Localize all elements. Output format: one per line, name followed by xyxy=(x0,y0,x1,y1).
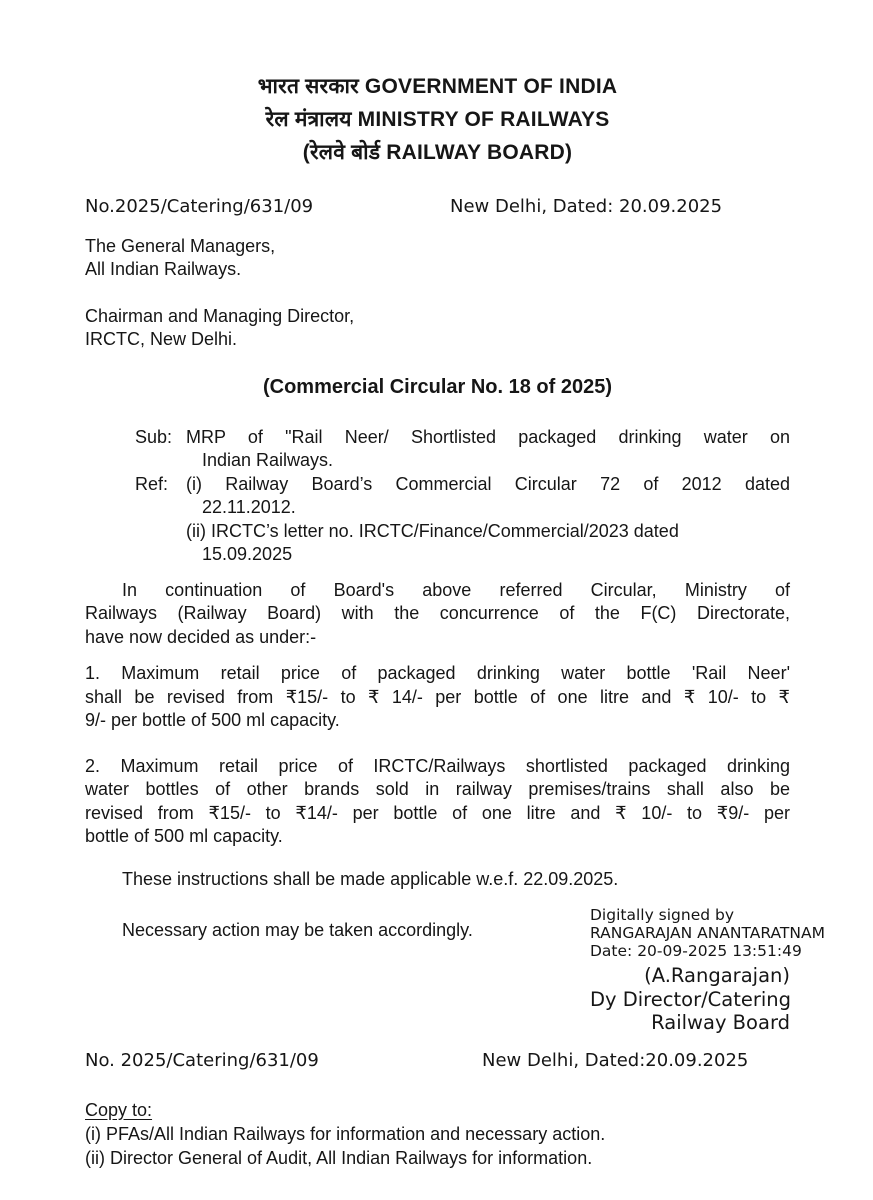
signatory-designation: Dy Director/Catering xyxy=(590,987,792,1011)
paragraph-line: 9/- per bottle of 500 ml capacity. xyxy=(85,710,340,730)
addressee-line: Chairman and Managing Director, xyxy=(85,305,355,326)
reference-line-top xyxy=(85,195,790,219)
copy-to-section xyxy=(85,1098,790,1170)
paragraph-line: These instructions shall be made applicable w.e.f. 22.09.2025. xyxy=(122,868,619,889)
reference-line-bottom xyxy=(85,1049,790,1073)
paragraph-line: Railways (Railway Board) with the concurrence of the F(C) Directorate, xyxy=(85,603,790,623)
reference-item-line: (ii) IRCTC’s letter no. IRCTC/Finance/Commercial/2023 dated xyxy=(186,520,679,541)
letterhead-line-government: भारत सरकार GOVERNMENT OF INDIA xyxy=(257,75,618,98)
subject-text-line: MRP of "Rail Neer/ Shortlisted packaged drinking water on xyxy=(186,426,790,447)
subject-text-line: Indian Railways. xyxy=(202,450,334,470)
paragraph-line: In continuation of Board's above referred Circular, Ministry of xyxy=(122,579,790,600)
copy-to-item: (i) PFAs/All Indian Railways for information and necessary action. xyxy=(85,1123,606,1144)
subject-reference-block xyxy=(85,426,790,567)
paragraph-line: have now decided as under:- xyxy=(85,626,317,647)
signature-block xyxy=(590,906,850,1035)
paragraph-2-other-brands-price xyxy=(85,755,790,849)
subject-label: Sub: xyxy=(135,426,173,447)
action-line: Necessary action may be taken accordingly. xyxy=(122,920,473,940)
circular-title: (Commercial Circular No. 18 of 2025) xyxy=(262,375,612,398)
paragraph-line: revised from ₹15/- to ₹14/- per bottle of one litre and ₹ 10/- to ₹9/- per xyxy=(85,802,790,823)
paragraph-line: 2. Maximum retail price of IRCTC/Railways shortlisted packaged drinking xyxy=(85,755,790,776)
letterhead-line-railway-board: (रेलवे बोर्ड RAILWAY BOARD) xyxy=(302,141,573,164)
place-date-top: New Delhi, Dated: 20.09.2025 xyxy=(450,196,723,217)
digital-signature-line: Digitally signed by xyxy=(590,906,735,924)
paragraph-line: water bottles of other brands sold in railway premises/trains shall also be xyxy=(85,779,790,799)
signatory-details xyxy=(590,964,790,1035)
signatory-organisation: Railway Board xyxy=(651,1011,790,1034)
digital-signature-stamp xyxy=(590,906,850,960)
reference-item-line: (i) Railway Board’s Commercial Circular 72 of 2012 dated xyxy=(186,473,790,494)
letterhead-line-ministry: रेल मंत्रालय MINISTRY OF RAILWAYS xyxy=(265,108,610,131)
digital-signature-line: RANGARAJAN ANANTARATNAM xyxy=(590,924,825,942)
digital-signature-line: Date: 20-09-2025 13:51:49 xyxy=(590,942,802,960)
place-date-bottom: New Delhi, Dated:20.09.2025 xyxy=(482,1050,749,1071)
addressee-line: The General Managers, xyxy=(85,235,276,256)
copy-to-heading: Copy to: xyxy=(85,1099,153,1120)
paragraph-line: 1. Maximum retail price of packaged drinking water bottle 'Rail Neer' xyxy=(85,663,790,683)
reference-item-line: 22.11.2012. xyxy=(202,497,296,517)
letter-number-top: No.2025/Catering/631/09 xyxy=(85,196,314,217)
signatory-name: (A.Rangarajan) xyxy=(644,964,790,987)
addressee-block-irctc xyxy=(85,305,790,352)
paragraph-1-rail-neer-price xyxy=(85,662,790,733)
reference-row xyxy=(85,473,790,567)
applicability-line xyxy=(85,868,790,892)
closing-and-signature-row xyxy=(85,906,825,1034)
letterhead xyxy=(85,70,790,169)
copy-to-item: (ii) Director General of Audit, All Indian Railways for information. xyxy=(85,1147,593,1168)
subject-row xyxy=(85,426,790,473)
paragraph-line: bottle of 500 ml capacity. xyxy=(85,826,283,846)
addressee-line: IRCTC, New Delhi. xyxy=(85,329,238,349)
letter-number-bottom: No. 2025/Catering/631/09 xyxy=(85,1050,319,1071)
addressee-line: All Indian Railways. xyxy=(85,259,242,279)
paragraph-line: shall be revised from ₹15/- to ₹ 14/- per bottle of one litre and ₹ 10/- to ₹ xyxy=(85,686,790,707)
reference-label: Ref: xyxy=(135,473,169,494)
paragraph-intro xyxy=(85,579,790,650)
addressee-block-general-managers xyxy=(85,235,790,282)
reference-item-line: 15.09.2025 xyxy=(202,544,293,564)
